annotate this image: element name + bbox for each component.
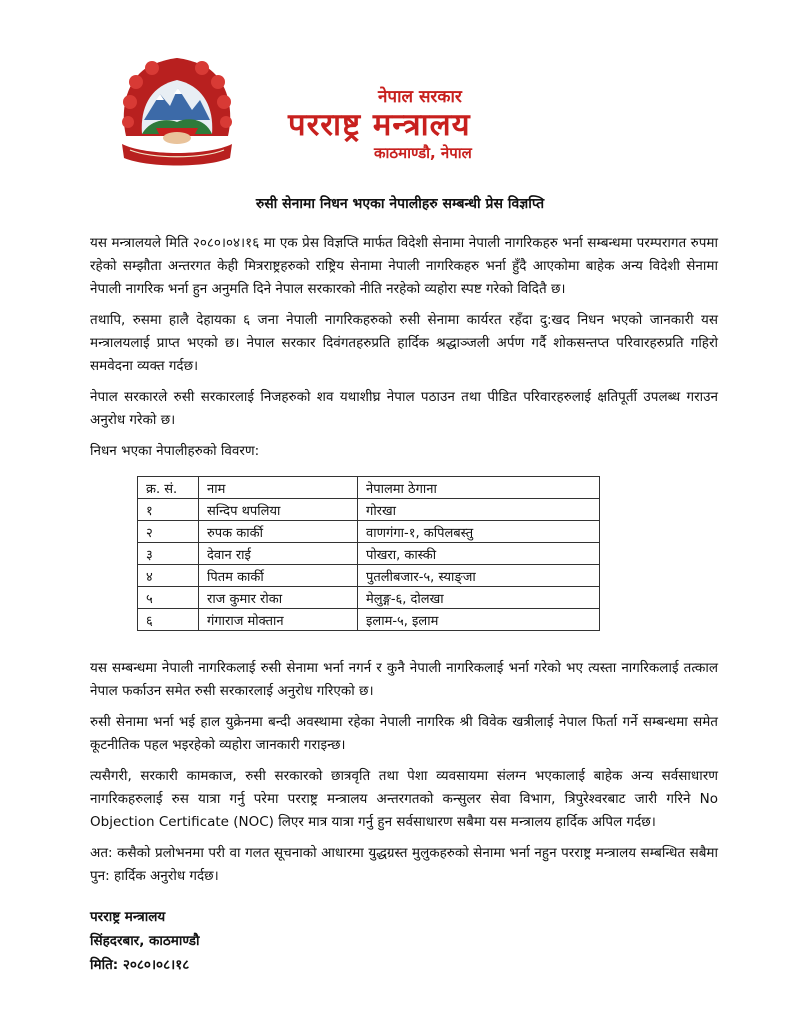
signature-date: मिति: २०८०।०८।१८ <box>90 957 190 973</box>
cell-address: मेलुङ्ग-६, दोलखा <box>358 587 600 609</box>
letterhead <box>0 0 800 180</box>
header-address: नेपालमा ठेगाना <box>358 477 600 499</box>
cell-address: पोखरा, कास्की <box>358 543 600 565</box>
paragraph-repatriation-request: नेपाल सरकारले रुसी सरकारलाई निजहरुको शव यथाशीघ्र नेपाल पठाउन तथा पीडित परिवारहरुलाई क्षतिपूर्ती उपलब्ध गराउन अनुरोध गरेको छ। <box>90 389 718 428</box>
table-caption: निधन भएका नेपालीहरुको विवरण: <box>90 443 260 459</box>
cell-serial: २ <box>138 521 199 543</box>
cell-name: देवान राई <box>199 543 358 565</box>
table-row <box>138 565 600 587</box>
cell-name: गंगाराज मोक्तान <box>199 609 358 631</box>
paragraph-recruitment-request: यस सम्बन्धमा नेपाली नागरिकलाई रुसी सेनामा भर्ना नगर्न र कुनै नेपाली नागरिकलाई भर्ना गरेको भए त्यस्ता नागरिकलाई तत्काल नेपाल फर्काउन समेत रुसी सरकारलाई अनुरोध गरिएको छ। <box>90 660 718 699</box>
cell-name: सन्दिप थपलिया <box>199 499 358 521</box>
paragraph-detainee: रुसी सेनामा भर्ना भई हाल युक्रेनमा बन्दी अवस्थामा रहेका नेपाली नागरिक श्री विवेक खत्रीलाई नेपाल फिर्ता गर्ने सम्बन्धमा समेत कूटनीतिक पहल भइरहेको व्यहोरा जानकारी गराइन्छ। <box>90 714 718 753</box>
signature-office: परराष्ट्र मन्त्रालय <box>90 909 166 925</box>
cell-serial: ३ <box>138 543 199 565</box>
cell-address: गोरखा <box>358 499 600 521</box>
cell-serial: ६ <box>138 609 199 631</box>
signature-address: सिंहदरबार, काठमाण्डौ <box>90 933 200 949</box>
press-release-title: रुसी सेनामा निधन भएका नेपालीहरु सम्बन्धी प्रेस विज्ञप्ति <box>255 196 545 212</box>
cell-serial: १ <box>138 499 199 521</box>
header-name: नाम <box>199 477 358 499</box>
table-header-row <box>138 477 600 499</box>
table-row <box>138 543 600 565</box>
table-row <box>138 521 600 543</box>
cell-serial: ५ <box>138 587 199 609</box>
ministry-location: काठमाण्डौ, नेपाल <box>374 144 472 162</box>
cell-address: इलाम-५, इलाम <box>358 609 600 631</box>
paragraph-final-appeal: अत: कसैको प्रलोभनमा परी वा गलत सूचनाको आधारमा युद्धग्रस्त मुलुकहरुको सेनामा भर्ना नहुन परराष्ट्र मन्त्रालय सम्बन्धित सबैमा पुन: हार्दिक अनुरोध गर्दछ। <box>90 845 718 884</box>
paragraph-policy: यस मन्त्रालयले मिति २०८०।०४।१६ मा एक प्रेस विज्ञप्ति मार्फत विदेशी सेनामा नेपाली नागरिकहरु भर्ना सम्बन्धमा परम्परागत रुपमा रहेको सम्झौता अन्तरगत केही मित्रराष्ट्रहरुको राष्ट्रिय सेनामा नेपाली नागरिकहरु भर्ना हुँदै आएकोमा बाहेक अन्य विदेशी सेनामा नेपाली नागरिक भर्ना हुन अनुमति दिने नेपाल सरकारको नीति नरहेको व्यहोरा स्पष्ट गरेको विदितै छ। <box>90 235 718 297</box>
paragraph-travel-appeal: त्यसैगरी, सरकारी कामकाज, रुसी सरकारको छात्रवृति तथा पेशा व्यवसायमा संलग्न भएकालाई बाहेक अन्य सर्वसाधारण नागरिकहरुलाई रुस यात्रा गर्नु परेमा परराष्ट्र मन्त्रालय अन्तरगतको कन्सुलर सेवा विभाग, त्रिपुरेश्वरबाट जारी गरिने No Objection Certificate (NOC) लिएर मात्र यात्रा गर्नु हुन सर्वसाधारण सबैमा यस मन्त्रालय हार्दिक अपिल गर्दछ। <box>90 768 718 830</box>
government-name: नेपाल सरकार <box>378 87 462 107</box>
cell-address: पुतलीबजार-५, स्याङ्‌जा <box>358 565 600 587</box>
cell-name: रुपक कार्की <box>199 521 358 543</box>
deceased-table <box>137 476 600 631</box>
cell-name: पितम कार्की <box>199 565 358 587</box>
table-row <box>138 587 600 609</box>
cell-address: वाणगंगा-१, कपिलबस्तु <box>358 521 600 543</box>
cell-name: राज कुमार रोका <box>199 587 358 609</box>
nepal-emblem-icon <box>116 58 238 168</box>
cell-serial: ४ <box>138 565 199 587</box>
table-row <box>138 499 600 521</box>
header-serial: क्र. सं. <box>138 477 199 499</box>
paragraph-deaths: तथापि, रुसमा हालै देहायका ६ जना नेपाली नागरिकहरुको रुसी सेनामा कार्यरत रहँदा दु:खद निधन भएको जानकारी यस मन्त्रालयलाई प्राप्त भएको छ। नेपाल सरकार दिवंगतहरुप्रति हार्दिक श्रद्धाञ्जली अर्पण गर्दै शोकसन्तप्त परिवारहरुप्रति गहिरो समवेदना व्यक्त गर्दछ। <box>90 312 718 374</box>
table-row <box>138 609 600 631</box>
ministry-name: परराष्ट्र मन्त्रालय <box>288 107 471 143</box>
